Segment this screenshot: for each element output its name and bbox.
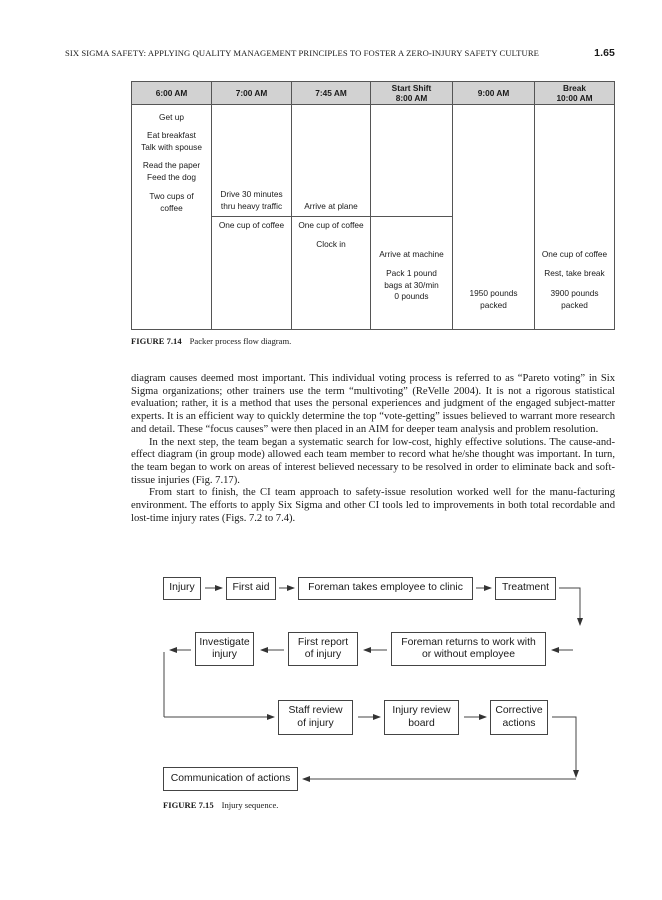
foreman-returns-box: Foreman returns to work with or without employee — [391, 632, 546, 666]
treatment-box: Treatment — [495, 577, 556, 600]
cell-text: Drive 30 minutes — [220, 189, 283, 199]
arrow — [559, 588, 580, 625]
cell-text: packed — [561, 300, 588, 310]
cell-start-shift — [371, 105, 453, 330]
corrective-actions-box: Corrective actions — [490, 700, 548, 735]
running-head-title: SIX SIGMA SAFETY: APPLYING QUALITY MANAGEMENT PRINCIPLES TO FOSTER A ZERO-INJURY SAFETY CULTURE — [65, 48, 540, 58]
injury-review-board-box: Injury review board — [384, 700, 459, 735]
cell-text: Arrive at machine — [379, 249, 444, 259]
figure-7-14-caption — [131, 336, 291, 346]
cell-text: Read the paper — [142, 160, 201, 170]
body-text — [131, 373, 615, 525]
staff-review-box: Staff review of injury — [278, 700, 353, 735]
header-745am: 7:45 AM — [292, 82, 371, 105]
figure-label: FIGURE 7.14 — [131, 336, 182, 346]
arrow — [552, 717, 576, 777]
cell-text: One cup of coffee — [541, 249, 608, 259]
paragraph: From start to finish, the CI team approach to safety-issue resolution worked well for the manu-facturing environment. The efforts to apply Six Sigma and other CI tools led to improvements in both total recordable and lost-time injury rates (Figs. 7.2 to 7.4). — [131, 487, 615, 524]
paragraph: In the next step, the team began a systematic search for low-cost, highly effective solutions. The cause-and-effect diagram (in group mode) allowed each team member to record what he/she thought was important. In turn, the team began to work on areas of interest believed necessary to be resolved in order to eliminate back and soft-tissue injuries (Fig. 7.17). — [131, 436, 615, 486]
cell-text: 3900 pounds — [550, 288, 599, 298]
cell-745am — [292, 105, 371, 330]
cell-text: thru heavy traffic — [220, 201, 283, 211]
cell-7am — [212, 105, 292, 330]
cell-text: Arrive at plane — [304, 201, 358, 211]
figure-label: FIGURE 7.15 — [163, 800, 214, 810]
cell-text: Pack 1 pound — [386, 268, 437, 278]
header-break: Break 10:00 AM — [535, 82, 615, 105]
foreman-clinic-box: Foreman takes employee to clinic — [298, 577, 473, 600]
header-7am: 7:00 AM — [212, 82, 292, 105]
running-head — [65, 48, 615, 58]
cell-text: Get up — [159, 112, 184, 122]
cell-text: packed — [480, 300, 507, 310]
cell-text: One cup of coffee — [218, 220, 285, 230]
header-start-shift: Start Shift 8:00 AM — [371, 82, 453, 105]
paragraph: diagram causes deemed most important. This individual voting process is referred to as “Pareto voting” in Six Sigma organizations; other trainers use the term “multivoting” (ReVelle 2004). It is not a rigorous statistical evaluation; rather, it is a method that uses the personal experiences and judgment of the engaged subject-matter experts. It is an efficient way to quickly determine the top “vote-getting” issues believed to warrant more research and detail. These “focus causes” were then placed in an AIM for deeper team analysis and problem resolution. — [131, 373, 616, 435]
page-number: 1.65 — [594, 47, 615, 59]
injury-box: Injury — [163, 577, 201, 600]
cell-break — [535, 105, 615, 330]
cell-text: Clock in — [316, 239, 346, 249]
cell-text: coffee — [160, 203, 183, 213]
cell-text: Two cups of — [149, 191, 194, 201]
first-aid-box: First aid — [226, 577, 276, 600]
packer-process-table — [131, 81, 615, 330]
cell-text: 0 pounds — [394, 291, 429, 301]
header-9am: 9:00 AM — [453, 82, 535, 105]
figure-7-15-caption — [163, 800, 278, 810]
header-6am: 6:00 AM — [132, 82, 212, 105]
figure-caption-text: Injury sequence. — [221, 800, 279, 810]
cell-text: Rest, take break — [544, 268, 605, 278]
first-report-box: First report of injury — [288, 632, 358, 666]
investigate-injury-box: Investigate injury — [195, 632, 254, 666]
communication-box: Communication of actions — [163, 767, 298, 791]
cell-text: 1950 pounds — [469, 288, 518, 298]
cell-text: Talk with spouse — [141, 142, 202, 152]
cell-text: Feed the dog — [147, 172, 196, 182]
cell-9am — [453, 105, 535, 330]
cell-text: One cup of coffee — [298, 220, 364, 230]
cell-text: Eat breakfast — [147, 130, 196, 140]
table-row — [132, 105, 615, 330]
figure-caption-text: Packer process flow diagram. — [189, 336, 292, 346]
cell-text: bags at 30/min — [384, 280, 439, 290]
table-header-row — [132, 82, 615, 105]
cell-6am — [132, 105, 212, 330]
